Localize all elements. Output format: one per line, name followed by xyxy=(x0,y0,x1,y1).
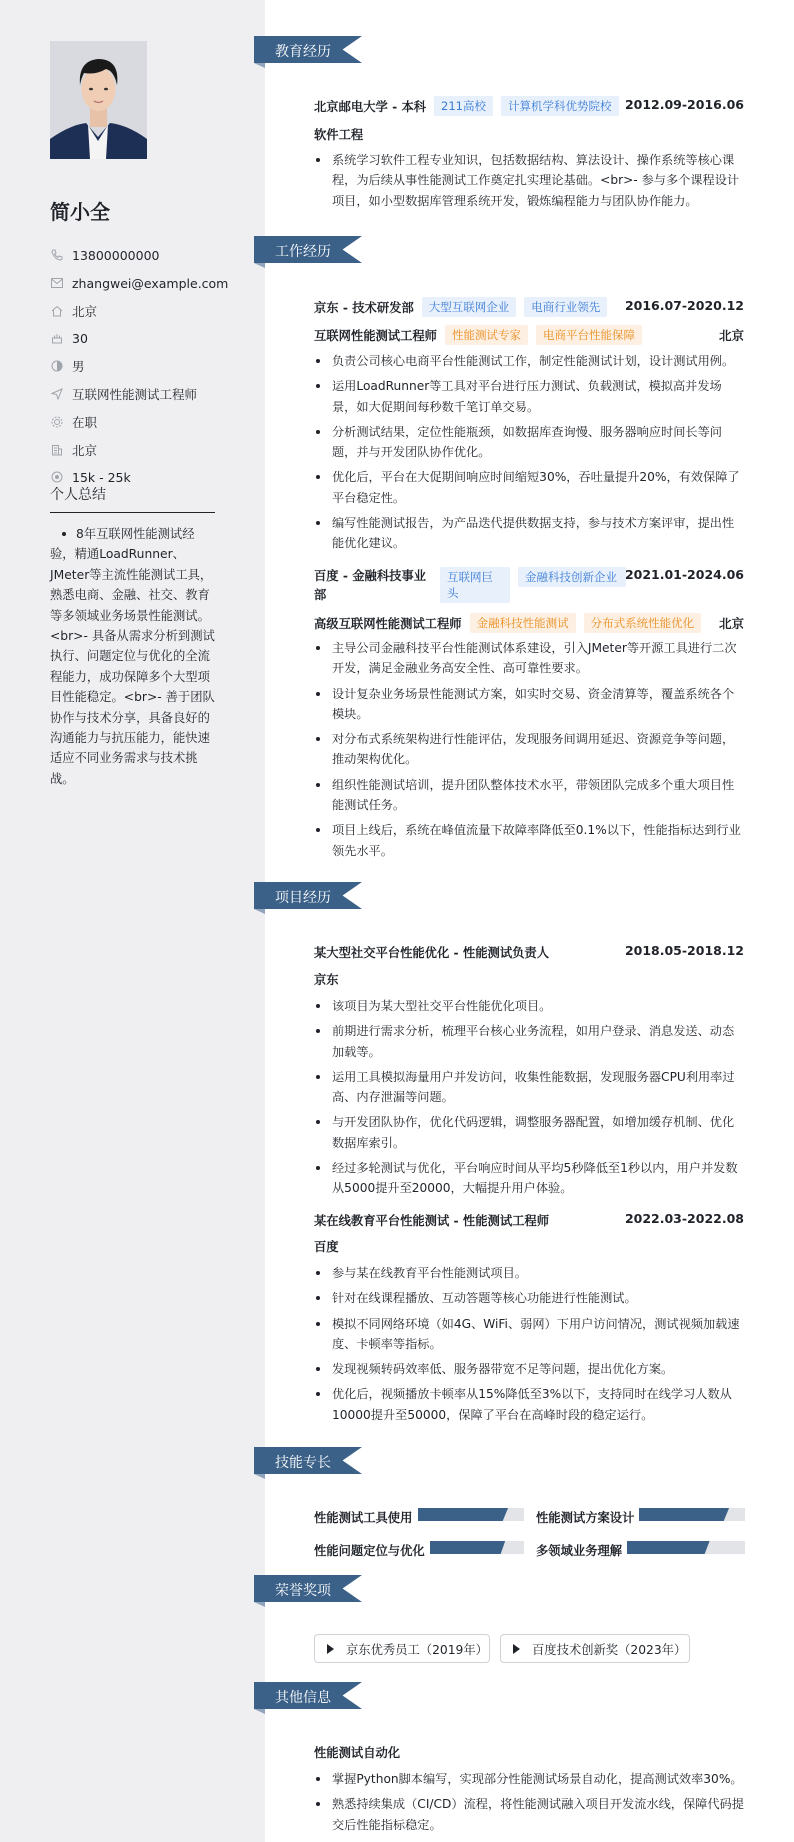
summary-text xyxy=(50,524,218,789)
contact-text: 北京 xyxy=(72,304,98,319)
home-icon xyxy=(50,304,64,318)
contact-text: 30 xyxy=(72,330,88,346)
contact-text: 互联网性能测试工程师 xyxy=(72,387,198,402)
skill-fill xyxy=(430,1541,505,1554)
summary-title: 个人总结 xyxy=(50,487,106,503)
skill-bar xyxy=(418,1508,524,1521)
section-title: 荣誉奖项 xyxy=(275,1583,331,1599)
skill-bar xyxy=(639,1508,745,1521)
skill-label: 多领域业务理解 xyxy=(536,1544,623,1558)
other-bullets xyxy=(314,1769,746,1840)
skill-label: 性能问题定位与优化 xyxy=(314,1544,425,1558)
list-item: 该项目为某大型社交平台性能优化项目。 xyxy=(314,996,746,1016)
building-icon xyxy=(50,443,64,457)
list-item: 对分布式系统架构进行性能评估，发现服务间调用延迟、资源竞争等问题，推动架构优化。 xyxy=(314,729,746,770)
list-item: 模拟不同网络环境（如4G、WiFi、弱网）下用户访问情况，测试视频加载速度、卡顿率等指标。 xyxy=(314,1314,746,1355)
list-item: 掌握Python脚本编写，实现部分性能测试场景自动化，提高测试效率30%。 xyxy=(314,1769,746,1789)
work-bullets xyxy=(314,351,746,559)
mail-icon xyxy=(50,276,64,290)
phone-icon xyxy=(50,248,64,262)
list-item: 参与某在线教育平台性能测试项目。 xyxy=(314,1263,746,1283)
avatar xyxy=(50,41,147,159)
contact-position xyxy=(50,386,250,402)
tag: 大型互联网企业 xyxy=(422,297,517,317)
play-icon xyxy=(327,1644,334,1654)
project-bullets xyxy=(314,996,746,1204)
contact-text: 15k - 25k xyxy=(72,469,131,485)
contact-email xyxy=(50,275,250,291)
honor-item xyxy=(314,1634,490,1663)
list-item: 前期进行需求分析，梳理平台核心业务流程，如用户登录、消息发送、动态加载等。 xyxy=(314,1021,746,1062)
work-role: 互联网性能测试工程师 xyxy=(314,329,437,343)
list-item: 与开发团队协作，优化代码逻辑，调整服务器配置，如增加缓存机制、优化数据库索引。 xyxy=(314,1112,746,1153)
summary-body: 8年互联网性能测试经验，精通LoadRunner、JMeter等主流性能测试工具，熟悉电商、金融、社交、教育等多领域业务场景性能测试。<br>- 具备从需求分析到测试执行、问题定位与优化的全流程能力，成功保障多个大型项目性能稳定。<br>- 善于团队协作与技术分享，具备良好的沟通能力与抗压能力，能快速适应不同业务需求与技术挑战。 xyxy=(50,527,215,786)
list-item: 经过多轮测试与优化，平台响应时间从平均5秒降低至1秒以内，用户并发数从5000提升至20000，大幅提升用户体验。 xyxy=(314,1158,746,1199)
list-item: 系统学习软件工程专业知识，包括数据结构、算法设计、操作系统等核心课程，为后续从事性能测试工作奠定扎实理论基础。<br>- 参与多个课程设计项目，如小型数据库管理系统开发，锻炼编程能力与团队协作能力。 xyxy=(314,150,746,211)
skill-label: 性能测试工具使用 xyxy=(314,1511,413,1525)
honor-item xyxy=(500,1634,690,1663)
list-item: 分析测试结果，定位性能瓶颈，如数据库查询慢、服务器响应时间长等问题，并与开发团队协作优化。 xyxy=(314,422,746,463)
bullet-dot xyxy=(62,532,66,536)
list-item: 编写性能测试报告，为产品迭代提供数据支持，参与技术方案评审，提出性能优化建议。 xyxy=(314,513,746,554)
skill-bar xyxy=(627,1541,745,1554)
contact-work-city xyxy=(50,442,250,458)
project-bullets xyxy=(314,1263,746,1430)
section-title: 项目经历 xyxy=(275,890,331,906)
work-city: 北京 xyxy=(718,616,744,631)
project-org: 百度 xyxy=(314,1240,339,1254)
sidebar xyxy=(0,0,265,1842)
tag: 金融科技性能测试 xyxy=(470,613,576,633)
section-title: 工作经历 xyxy=(275,244,331,260)
status-icon xyxy=(50,415,64,429)
honor-label: 京东优秀员工（2019年） xyxy=(346,1642,488,1657)
skill-fill xyxy=(627,1541,710,1554)
profile-name: 简小全 xyxy=(50,200,110,224)
contact-gender xyxy=(50,358,250,374)
work-city: 北京 xyxy=(718,328,744,343)
section-title: 技能专长 xyxy=(275,1455,331,1471)
contact-text: 在职 xyxy=(72,415,98,430)
work-role-row xyxy=(314,613,744,633)
contact-text: 北京 xyxy=(72,443,98,458)
work-role: 高级互联网性能测试工程师 xyxy=(314,617,462,631)
tag: 电商平台性能保障 xyxy=(536,325,642,345)
list-item: 负责公司核心电商平台性能测试工作，制定性能测试计划，设计测试用例。 xyxy=(314,351,746,371)
salary-icon xyxy=(50,470,64,484)
play-icon xyxy=(513,1644,520,1654)
list-item: 运用LoadRunner等工具对平台进行压力测试、负载测试，模拟高并发场景，如大促期间每秒数千笔订单交易。 xyxy=(314,376,746,417)
age-icon xyxy=(50,331,64,345)
education-school: 北京邮电大学 - 本科 xyxy=(314,100,427,114)
education-major: 软件工程 xyxy=(314,128,364,142)
skill-label: 性能测试方案设计 xyxy=(536,1511,635,1525)
tag: 分布式系统性能优化 xyxy=(584,613,702,633)
send-icon xyxy=(50,387,64,401)
section-title: 其他信息 xyxy=(275,1690,331,1706)
work-company: 百度 - 金融科技事业部 xyxy=(314,569,427,602)
education-bullets xyxy=(314,150,746,216)
honor-label: 百度技术创新奖（2023年） xyxy=(532,1642,687,1657)
contact-phone xyxy=(50,247,250,263)
tag: 性能测试专家 xyxy=(445,325,528,345)
list-item: 项目上线后，系统在峰值流量下故障率降低至0.1%以下，性能指标达到行业领先水平。 xyxy=(314,820,746,861)
list-item: 设计复杂业务场景性能测试方案，如实时交易、资金清算等，覆盖系统各个模块。 xyxy=(314,684,746,725)
project-period: 2018.05-2018.12 xyxy=(624,943,744,958)
contact-text: 13800000000 xyxy=(72,247,160,263)
contact-age xyxy=(50,330,250,346)
list-item: 主导公司金融科技平台性能测试体系建设，引入JMeter等开源工具进行二次开发，满足金融业务高安全性、高可靠性要求。 xyxy=(314,638,746,679)
skill-bar xyxy=(430,1541,524,1554)
contact-text: zhangwei@example.com xyxy=(72,275,229,291)
project-title: 某在线教育平台性能测试 - 性能测试工程师 xyxy=(314,1214,550,1228)
skill-fill xyxy=(418,1508,508,1521)
list-item: 发现视频转码效率低、服务器带宽不足等问题，提出优化方案。 xyxy=(314,1359,746,1379)
contact-salary xyxy=(50,469,250,485)
tag: 金融科技创新企业 xyxy=(518,567,626,587)
work-company: 京东 - 技术研发部 xyxy=(314,301,414,315)
education-period: 2012.09-2016.06 xyxy=(624,97,744,112)
work-role-row xyxy=(314,325,744,345)
tag: 互联网巨头 xyxy=(440,567,510,603)
project-title: 某大型社交平台性能优化 - 性能测试负责人 xyxy=(314,946,550,960)
project-org: 京东 xyxy=(314,973,339,987)
list-item: 针对在线课程播放、互动答题等核心功能进行性能测试。 xyxy=(314,1288,746,1308)
tag: 电商行业领先 xyxy=(524,297,607,317)
work-bullets xyxy=(314,638,746,866)
contact-status xyxy=(50,414,250,430)
avatar-portrait xyxy=(50,41,147,159)
list-item: 优化后，平台在大促期间响应时间缩短30%，吞吐量提升20%，有效保障了平台稳定性。 xyxy=(314,467,746,508)
contact-city xyxy=(50,303,250,319)
summary-divider xyxy=(50,512,215,513)
contact-text: 男 xyxy=(72,359,85,374)
tag: 计算机学科优势院校 xyxy=(501,96,619,116)
list-item: 运用工具模拟海量用户并发访问，收集性能数据，发现服务器CPU利用率过高、内存泄漏等问题。 xyxy=(314,1067,746,1108)
skill-fill xyxy=(639,1508,729,1521)
gender-icon xyxy=(50,359,64,373)
work-period: 2021.01-2024.06 xyxy=(624,567,744,582)
project-period: 2022.03-2022.08 xyxy=(624,1211,744,1226)
section-title: 教育经历 xyxy=(275,44,331,60)
work-period: 2016.07-2020.12 xyxy=(624,298,744,313)
tag: 211高校 xyxy=(434,96,493,116)
other-title: 性能测试自动化 xyxy=(314,1746,401,1760)
list-item: 组织性能测试培训，提升团队整体技术水平，带领团队完成多个重大项目性能测试任务。 xyxy=(314,775,746,816)
list-item: 熟悉持续集成（CI/CD）流程，将性能测试融入项目开发流水线，保障代码提交后性能指标稳定。 xyxy=(314,1794,746,1835)
list-item: 优化后，视频播放卡顿率从15%降低至3%以下，支持同时在线学习人数从10000提升至50000，保障了平台在高峰时段的稳定运行。 xyxy=(314,1384,746,1425)
